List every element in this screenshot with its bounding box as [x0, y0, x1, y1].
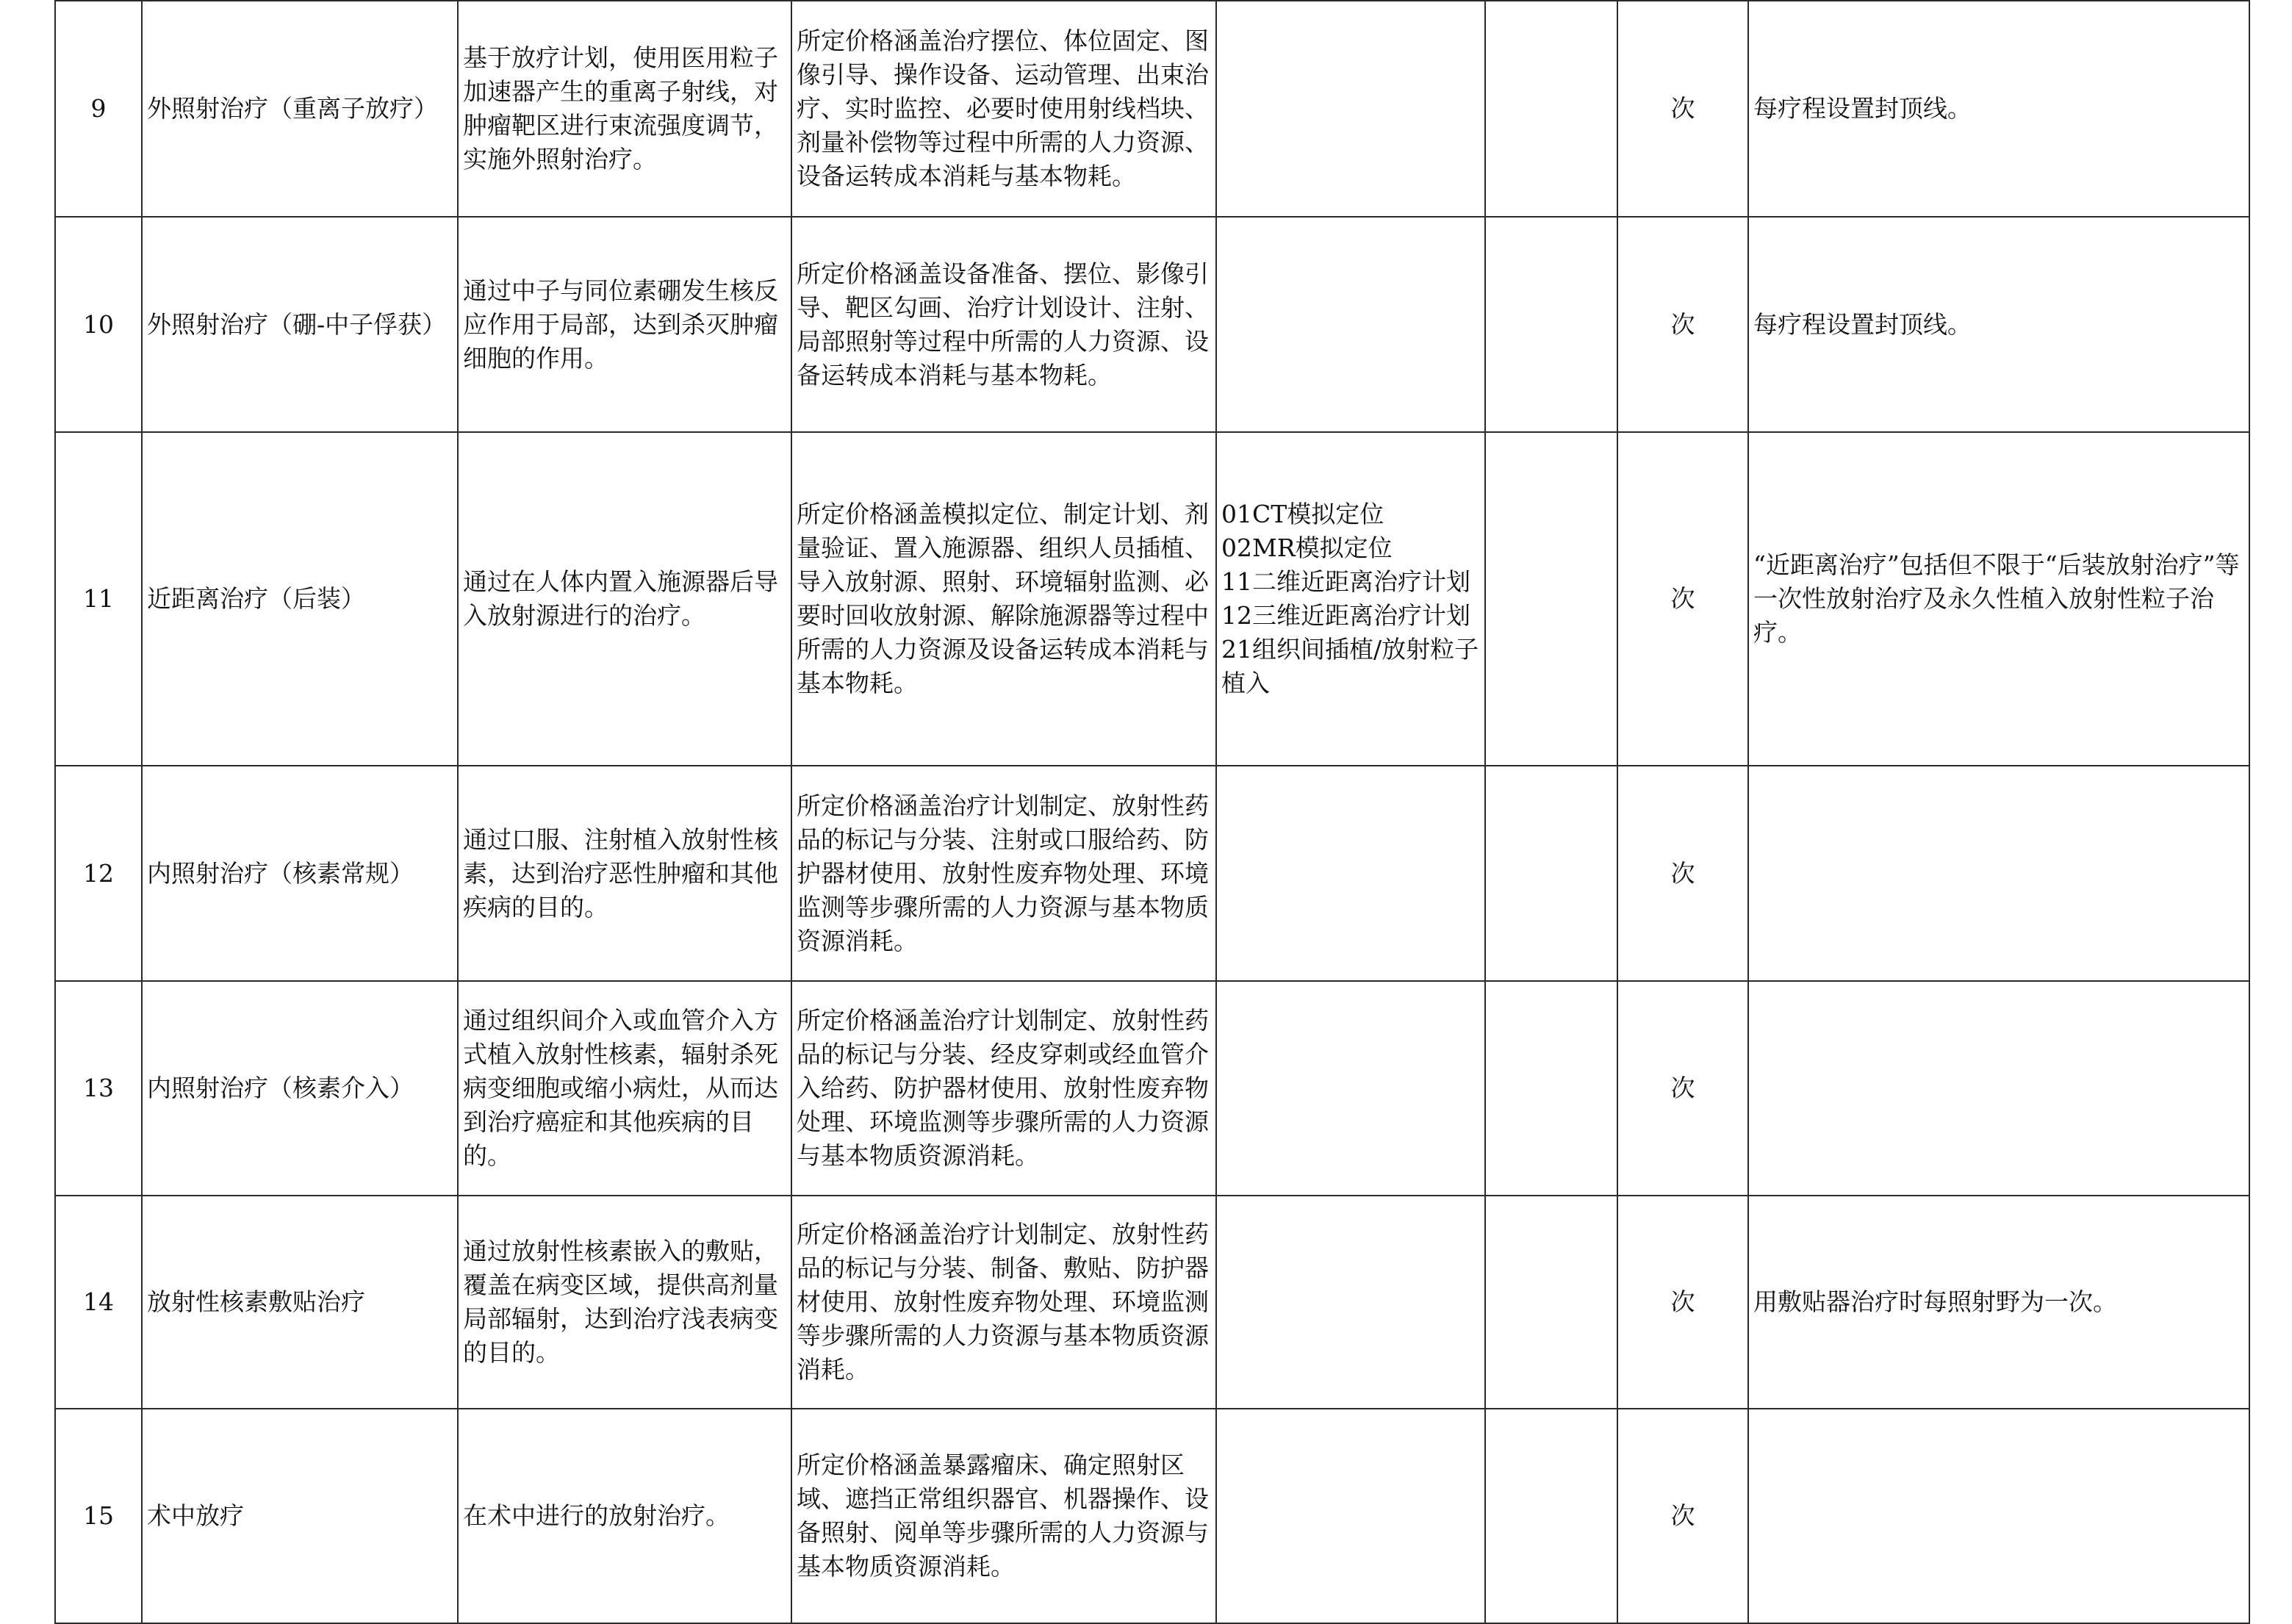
pricing-unit: 次 [1617, 1, 1748, 217]
extension-item: 01CT模拟定位 [1221, 500, 1384, 528]
pricing-unit: 次 [1617, 217, 1748, 432]
price-content: 所定价格涵盖暴露瘤床、确定照射区域、遮挡正常组织器官、机器操作、设备照射、阅单等步骤所需的人力资源与基本物质资源消耗。 [791, 1409, 1216, 1623]
service-connotation: 通过组织间介入或血管介入方式植入放射性核素，辐射杀死病变细胞或缩小病灶，从而达到治疗癌症和其他疾病的目的。 [458, 981, 791, 1196]
price-content: 所定价格涵盖治疗摆位、体位固定、图像引导、操作设备、运动管理、出束治疗、实时监控、必要时使用射线档块、剂量补偿物等过程中所需的人力资源、设备运转成本消耗与基本物耗。 [791, 1, 1216, 217]
remarks: 用敷贴器治疗时每照射野为一次。 [1748, 1196, 2249, 1409]
remarks: 每疗程设置封顶线。 [1748, 217, 2249, 432]
row-index: 15 [55, 1409, 142, 1623]
table-row [55, 1409, 2249, 1623]
price-content: 所定价格涵盖模拟定位、制定计划、剂量验证、置入施源器、组织人员插植、导入放射源、照射、环境辐射监测、必要时回收放射源、解除施源器等过程中所需的人力资源及设备运转成本消耗与基本物耗。 [791, 432, 1216, 766]
price-content: 所定价格涵盖设备准备、摆位、影像引导、靶区勾画、治疗计划设计、注射、局部照射等过程中所需的人力资源、设备运转成本消耗与基本物耗。 [791, 217, 1216, 432]
service-connotation: 基于放疗计划，使用医用粒子加速器产生的重离子射线，对肿瘤靶区进行束流强度调节，实施外照射治疗。 [458, 1, 791, 217]
row-index: 11 [55, 432, 142, 766]
extension-items [1216, 432, 1485, 766]
extension-item: 02MR模拟定位 [1221, 533, 1393, 562]
table-row [55, 766, 2249, 981]
table-row [55, 1, 2249, 217]
project-name: 近距离治疗（后装） [142, 432, 458, 766]
service-connotation: 通过口服、注射植入放射性核素，达到治疗恶性肿瘤和其他疾病的目的。 [458, 766, 791, 981]
pricing-unit: 次 [1617, 981, 1748, 1196]
extension-items [1216, 217, 1485, 432]
remarks: “近距离治疗”包括但不限于“后装放射治疗”等一次性放射治疗及永久性植入放射性粒子治疗。 [1748, 432, 2249, 766]
pricing-table [54, 0, 2250, 1624]
row-index: 12 [55, 766, 142, 981]
blank-cell [1485, 1, 1617, 217]
project-name: 内照射治疗（核素介入） [142, 981, 458, 1196]
blank-cell [1485, 1409, 1617, 1623]
table-row [55, 432, 2249, 766]
remarks [1748, 1409, 2249, 1623]
row-index: 13 [55, 981, 142, 1196]
extension-item: 11二维近距离治疗计划 [1221, 567, 1470, 596]
table-row [55, 217, 2249, 432]
extension-items [1216, 981, 1485, 1196]
extension-item: 12三维近距离治疗计划 [1221, 601, 1470, 630]
project-name: 术中放疗 [142, 1409, 458, 1623]
extension-items [1216, 1196, 1485, 1409]
extension-items [1216, 1409, 1485, 1623]
extension-items [1216, 1, 1485, 217]
service-connotation: 通过放射性核素嵌入的敷贴，覆盖在病变区域，提供高剂量局部辐射，达到治疗浅表病变的目的。 [458, 1196, 791, 1409]
remarks [1748, 981, 2249, 1196]
row-index: 10 [55, 217, 142, 432]
row-index: 14 [55, 1196, 142, 1409]
pricing-unit: 次 [1617, 432, 1748, 766]
service-connotation: 通过中子与同位素硼发生核反应作用于局部，达到杀灭肿瘤细胞的作用。 [458, 217, 791, 432]
price-content: 所定价格涵盖治疗计划制定、放射性药品的标记与分装、制备、敷贴、防护器材使用、放射性废弃物处理、环境监测等步骤所需的人力资源与基本物质资源消耗。 [791, 1196, 1216, 1409]
remarks [1748, 766, 2249, 981]
pricing-unit: 次 [1617, 1409, 1748, 1623]
service-connotation: 通过在人体内置入施源器后导入放射源进行的治疗。 [458, 432, 791, 766]
extension-item: 21组织间插植/放射粒子植入 [1221, 635, 1479, 697]
remarks: 每疗程设置封顶线。 [1748, 1, 2249, 217]
project-name: 外照射治疗（重离子放疗） [142, 1, 458, 217]
pricing-unit: 次 [1617, 766, 1748, 981]
project-name: 外照射治疗（硼-中子俘获） [142, 217, 458, 432]
extension-items [1216, 766, 1485, 981]
blank-cell [1485, 432, 1617, 766]
table-row [55, 1196, 2249, 1409]
pricing-unit: 次 [1617, 1196, 1748, 1409]
blank-cell [1485, 1196, 1617, 1409]
blank-cell [1485, 981, 1617, 1196]
service-connotation: 在术中进行的放射治疗。 [458, 1409, 791, 1623]
row-index: 9 [55, 1, 142, 217]
project-name: 内照射治疗（核素常规） [142, 766, 458, 981]
price-content: 所定价格涵盖治疗计划制定、放射性药品的标记与分装、注射或口服给药、防护器材使用、放射性废弃物处理、环境监测等步骤所需的人力资源与基本物质资源消耗。 [791, 766, 1216, 981]
project-name: 放射性核素敷贴治疗 [142, 1196, 458, 1409]
blank-cell [1485, 766, 1617, 981]
blank-cell [1485, 217, 1617, 432]
price-content: 所定价格涵盖治疗计划制定、放射性药品的标记与分装、经皮穿刺或经血管介入给药、防护器材使用、放射性废弃物处理、环境监测等步骤所需的人力资源与基本物质资源消耗。 [791, 981, 1216, 1196]
table-row [55, 981, 2249, 1196]
